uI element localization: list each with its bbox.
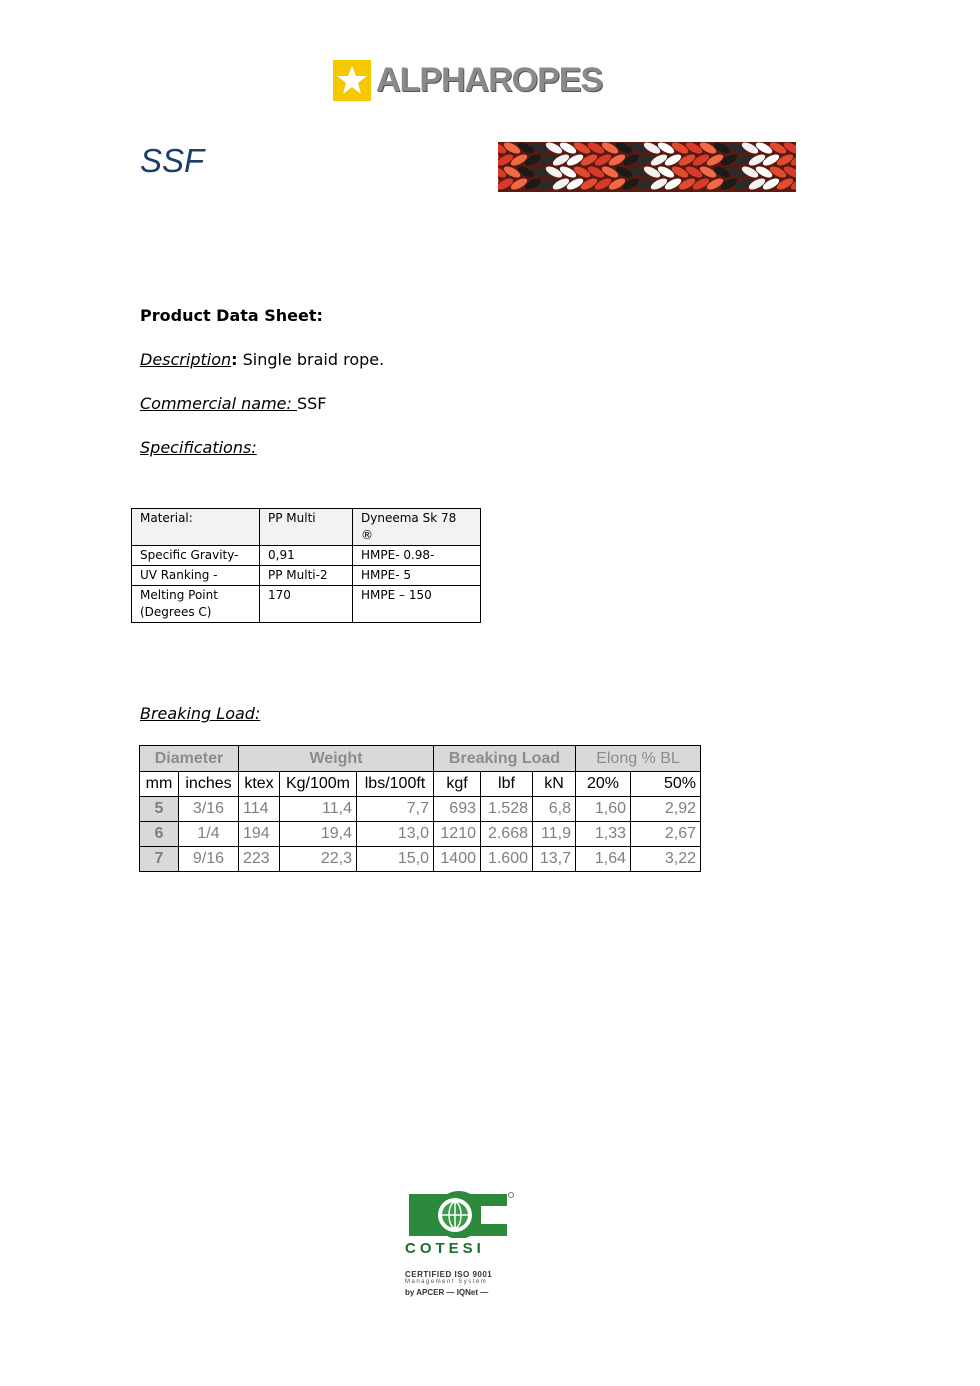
spec-cell: Specific Gravity-	[132, 546, 260, 566]
rope-image	[498, 142, 796, 192]
alpharopes-logo	[333, 60, 603, 102]
data-cell: 15,0	[357, 847, 434, 872]
data-cell: 7,7	[357, 797, 434, 822]
star-icon	[333, 60, 371, 101]
data-cell: 13,7	[533, 847, 576, 872]
unit-cell: lbs/100ft	[357, 772, 434, 797]
data-cell: 3/16	[179, 797, 239, 822]
description-line	[140, 350, 384, 369]
table-row	[132, 586, 481, 623]
table-units-row	[140, 772, 701, 797]
description-label: Description	[140, 350, 232, 369]
data-cell: 223	[239, 847, 280, 872]
commercial-label: Commercial name:	[140, 394, 297, 413]
data-cell: 19,4	[280, 822, 357, 847]
data-cell: 1400	[434, 847, 481, 872]
table-row	[132, 566, 481, 586]
data-cell: 1210	[434, 822, 481, 847]
table-header-row	[140, 746, 701, 772]
group-header: Diameter	[140, 746, 239, 772]
spec-cell: Material:	[132, 509, 260, 546]
commercial-line	[140, 394, 327, 413]
unit-cell: inches	[179, 772, 239, 797]
data-cell: 1,60	[576, 797, 631, 822]
data-cell: 11,4	[280, 797, 357, 822]
data-cell: 194	[239, 822, 280, 847]
commercial-value: SSF	[296, 394, 327, 413]
cotesi-logo	[403, 1190, 518, 1310]
spec-text: (Degrees C)	[140, 605, 212, 619]
group-header: Breaking Load	[434, 746, 576, 772]
data-cell: 6	[140, 822, 179, 847]
description-value: Single braid rope.	[237, 350, 385, 369]
cert-line: Management System	[405, 1279, 488, 1285]
table-row	[132, 546, 481, 566]
unit-cell: kN	[533, 772, 576, 797]
data-cell: 3,22	[631, 847, 701, 872]
group-header: Elong % BL	[576, 746, 701, 772]
table-row	[132, 509, 481, 546]
cert-line: by APCER — IQNet —	[405, 1288, 489, 1297]
data-cell: 5	[140, 797, 179, 822]
data-cell: 1/4	[179, 822, 239, 847]
data-cell: 2.668	[481, 822, 533, 847]
data-cell: 22,3	[280, 847, 357, 872]
spec-text: Melting Point	[140, 588, 218, 602]
unit-cell: mm	[140, 772, 179, 797]
breaking-load-table	[139, 745, 701, 872]
table-row	[140, 822, 701, 847]
cotesi-emblem-icon	[403, 1190, 515, 1238]
unit-cell: Kg/100m	[280, 772, 357, 797]
unit-cell: 50%	[631, 772, 701, 797]
spec-cell	[132, 586, 260, 623]
data-cell: 693	[434, 797, 481, 822]
description-sep: :	[231, 350, 238, 369]
spec-cell: Dyneema Sk 78 ®	[353, 509, 481, 546]
data-cell: 1,64	[576, 847, 631, 872]
unit-cell: kgf	[434, 772, 481, 797]
cert-line: CERTIFIED ISO 9001	[405, 1270, 493, 1279]
table-row	[140, 847, 701, 872]
unit-cell: lbf	[481, 772, 533, 797]
data-cell: 1,33	[576, 822, 631, 847]
data-cell: 7	[140, 847, 179, 872]
data-cell: 9/16	[179, 847, 239, 872]
data-cell: 1.600	[481, 847, 533, 872]
spec-cell: PP Multi-2	[260, 566, 353, 586]
brand-name: ALPHAROPES	[376, 61, 603, 99]
spec-cell: HMPE- 5	[353, 566, 481, 586]
unit-cell: ktex	[239, 772, 280, 797]
spec-cell: PP Multi	[260, 509, 353, 546]
specifications-heading: Specifications:	[140, 438, 257, 457]
spec-cell: UV Ranking -	[132, 566, 260, 586]
breaking-load-heading: Breaking Load:	[140, 704, 261, 723]
unit-cell: 20%	[576, 772, 631, 797]
spec-cell: HMPE- 0.98-	[353, 546, 481, 566]
group-header: Weight	[239, 746, 434, 772]
spec-cell: 170	[260, 586, 353, 623]
data-cell: 6,8	[533, 797, 576, 822]
data-cell: 2,92	[631, 797, 701, 822]
data-cell: 1.528	[481, 797, 533, 822]
data-cell: 11,9	[533, 822, 576, 847]
data-cell: 2,67	[631, 822, 701, 847]
spec-cell: HMPE – 150	[353, 586, 481, 623]
data-cell: 13,0	[357, 822, 434, 847]
data-cell: 114	[239, 797, 280, 822]
sheet-heading: Product Data Sheet:	[140, 306, 323, 325]
cotesi-name: COTESI	[405, 1240, 485, 1257]
spec-table	[131, 508, 481, 623]
table-row	[140, 797, 701, 822]
product-title: SSF	[140, 142, 205, 179]
spec-cell: 0,91	[260, 546, 353, 566]
